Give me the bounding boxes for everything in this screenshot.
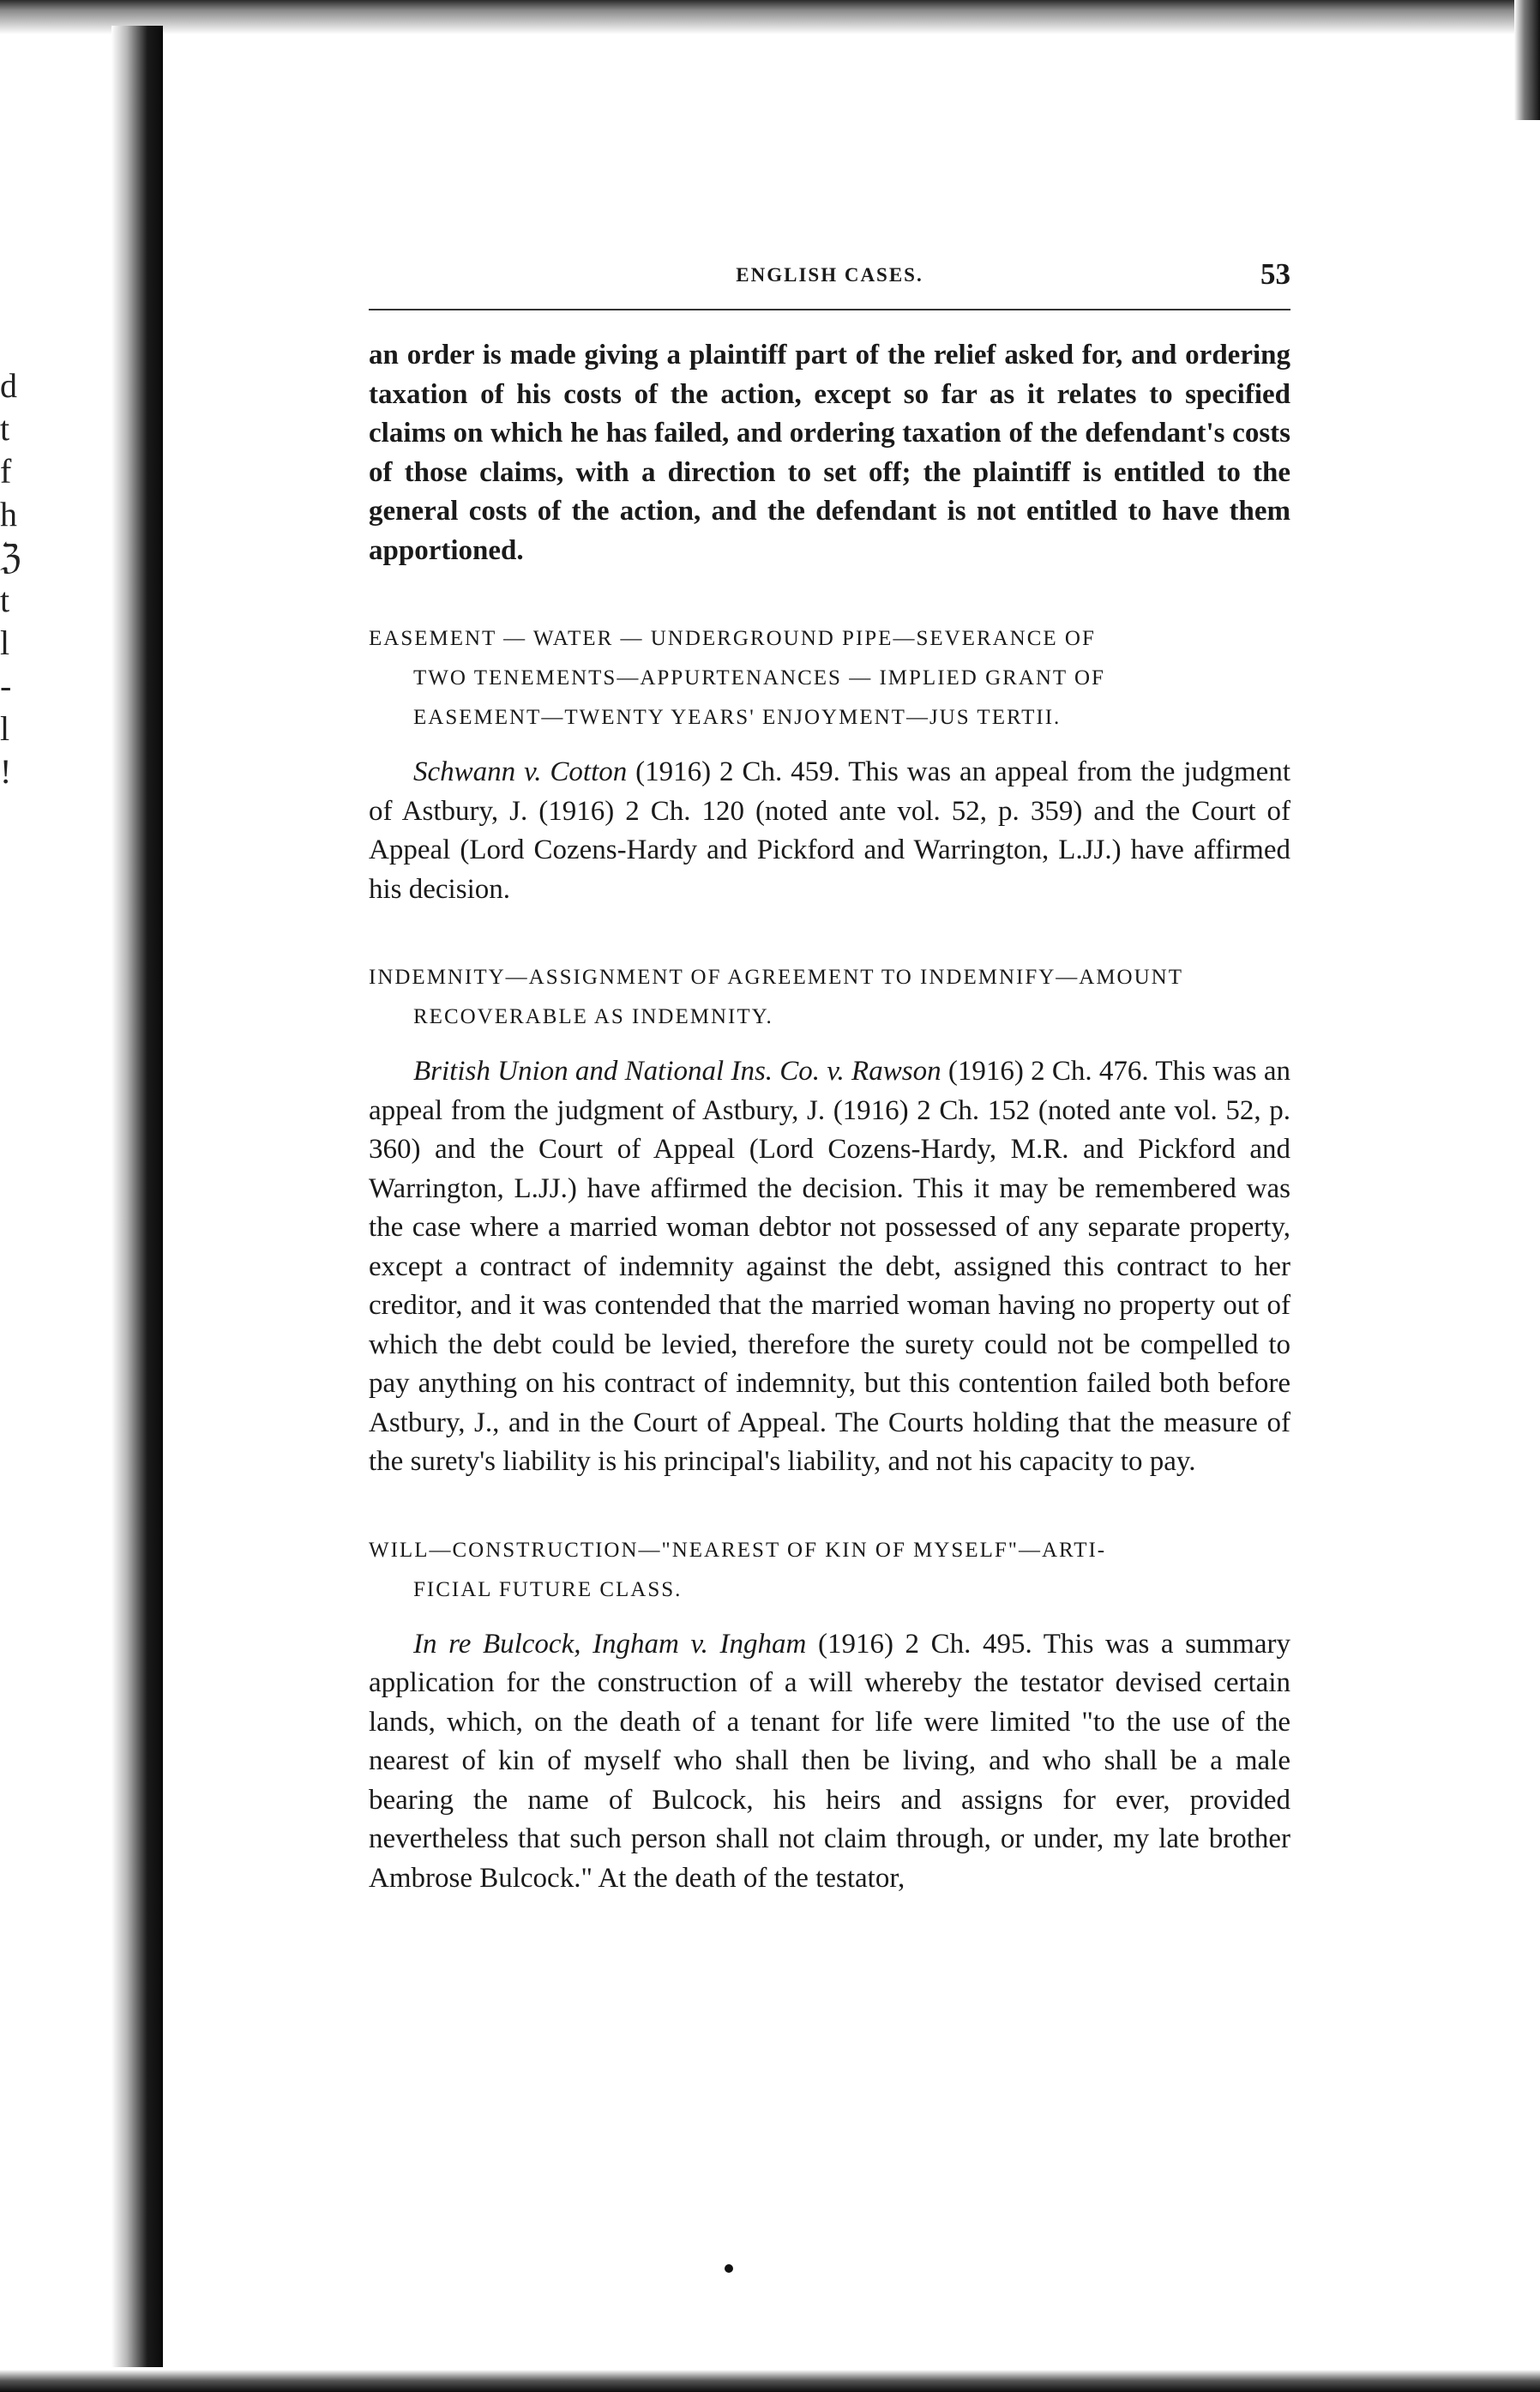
fragment: f — [0, 452, 12, 491]
fragment: ! — [0, 752, 12, 791]
heading-line: WILL—CONSTRUCTION—"NEAREST OF KIN OF MYSELF"—ARTI- — [369, 1538, 1107, 1562]
running-head — [369, 257, 1290, 309]
fragment: d — [0, 366, 17, 405]
heading-line: EASEMENT—TWENTY YEARS' ENJOYMENT—JUS TERTII. — [413, 706, 1062, 729]
case-paragraph-bulcock — [369, 1625, 1290, 1899]
section-heading-will — [369, 1531, 1290, 1610]
heading-line: EASEMENT — WATER — UNDERGROUND PIPE—SEVERANCE OF — [369, 627, 1096, 650]
case-name: Schwann v. Cotton — [413, 756, 628, 787]
scan-bottom-edge — [0, 2370, 1540, 2392]
fragment: - — [0, 666, 12, 705]
case-body: (1916) 2 Ch. 476. This was an appeal from the judgment of Astbury, J. (1916) 2 Ch. 152 (noted ante vol. 52, p. 360) and the Court of Appeal (Lord Cozens-Hardy, M.R. and Pickford and Warrington, L.JJ.) have affirmed the decision. This it may be remembered was the case where a married woman debtor not possessed of any separate property, except a contract of indemnity against the debt, assigned this contract to her creditor, and it was contended that the married woman having no property out of which the debt could be levied, therefore the surety could not be compelled to pay anything on his contract of indemnity, but this contention failed both before Astbury, J., and in the Court of Appeal. The Courts holding that the measure of the surety's liability is his principal's liability, and not his capacity to pay. — [369, 1056, 1291, 1477]
running-title: ENGLISH CASES. — [736, 264, 923, 286]
page-number: 53 — [1260, 257, 1290, 291]
case-body: (1916) 2 Ch. 459. This was an appeal from the judgment of Astbury, J. (1916) 2 Ch. 120 (noted ante vol. 52, p. 359) and the Court of Appeal (Lord Cozens-Hardy and Pickford and Warrington, L.JJ.) have affirmed his decision. — [369, 756, 1290, 905]
book-spine-shadow — [111, 26, 163, 2367]
case-name: In re Bulcock, Ingham v. Ingham — [413, 1628, 807, 1660]
header-rule — [369, 309, 1290, 310]
fragment: l — [0, 709, 10, 748]
fragment: l — [0, 624, 10, 662]
fragment: t — [0, 409, 10, 448]
case-paragraph-schwann — [369, 753, 1290, 909]
scan-top-edge — [0, 0, 1540, 34]
case-body: (1916) 2 Ch. 495. This was a summary application for the construction of a will whereby the testator devised certain lands, which, on the death of a tenant for life were limited "to the use of the nearest of kin of myself who shall then be living, and who shall be a male bearing the name of Bulcock, his heirs and assigns for ever, provided nevertheless that such person shall not claim through, or under, my late brother Ambrose Bulcock." At the death of the testator, — [369, 1628, 1290, 1894]
heading-line: RECOVERABLE AS INDEMNITY. — [413, 1005, 773, 1028]
book-page — [369, 257, 1290, 1898]
heading-line: TWO TENEMENTS—APPURTENANCES — IMPLIED GRANT OF — [413, 666, 1105, 690]
case-paragraph-british-union — [369, 1052, 1290, 1482]
section-heading-easement — [369, 619, 1290, 738]
heading-line: INDEMNITY—ASSIGNMENT OF AGREEMENT TO INDEMNIFY—AMOUNT — [369, 966, 1183, 989]
heading-line: FICIAL FUTURE CLASS. — [413, 1577, 683, 1601]
continued-paragraph: an order is made giving a plaintiff part of the relief asked for, and ordering taxation of his costs of the action, except so far as it relates to specified claims on which he has failed, and ordering taxation of the defendant's costs of those claims, with a direction to set off; the plaintiff is entitled to the general costs of the action, and the defendant is not entitled to have them apportioned. — [369, 340, 1290, 566]
facing-page-fragments — [0, 365, 34, 793]
scan-right-edge — [1514, 0, 1540, 120]
section-heading-indemnity — [369, 958, 1290, 1037]
case-name: British Union and National Ins. Co. v. Rawson — [413, 1056, 941, 1087]
fragment: t — [0, 581, 10, 619]
printer-mark — [725, 2264, 733, 2273]
fragment: ℨ — [0, 538, 21, 576]
fragment: h — [0, 495, 17, 533]
